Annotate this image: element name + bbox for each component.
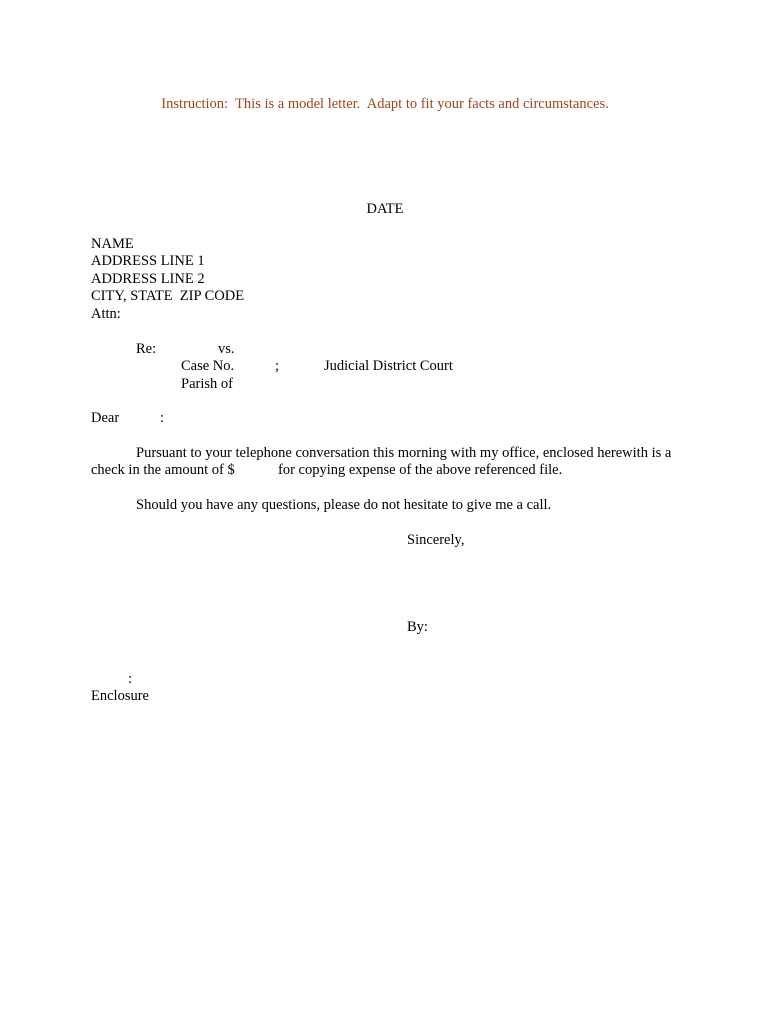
salutation-colon: : [160,410,165,426]
closing-sincerely: Sincerely, [407,532,465,548]
letter-date: DATE [366,201,404,217]
recipient-address-line-2: ADDRESS LINE 2 [91,271,205,287]
initials-colon: : [128,671,133,687]
paragraph-1-line-2-end: for copying expense of the above referenced file. [278,462,563,478]
re-semicolon: ; [275,358,280,374]
paragraph-1-line-2-start: check in the amount of $ [91,462,235,478]
re-case-number: Case No. [181,358,235,374]
recipient-city-state-zip: CITY, STATE ZIP CODE [91,288,245,304]
recipient-name: NAME [91,236,134,252]
re-label: Re: [136,341,157,357]
recipient-attn: Attn: [91,306,121,322]
paragraph-1-line-1: Pursuant to your telephone conversation this morning with my office, enclosed herewith is a [136,445,672,461]
re-vs: vs. [218,341,235,357]
recipient-address-line-1: ADDRESS LINE 1 [91,253,205,269]
salutation-dear: Dear [91,410,120,426]
enclosure-note: Enclosure [91,688,149,704]
instruction-note: Instruction: This is a model letter. Adapt to fit your facts and circumstances. [161,96,609,112]
closing-by: By: [407,619,428,635]
re-parish: Parish of [181,376,233,392]
re-court: Judicial District Court [324,358,453,374]
paragraph-2: Should you have any questions, please do not hesitate to give me a call. [136,497,552,513]
